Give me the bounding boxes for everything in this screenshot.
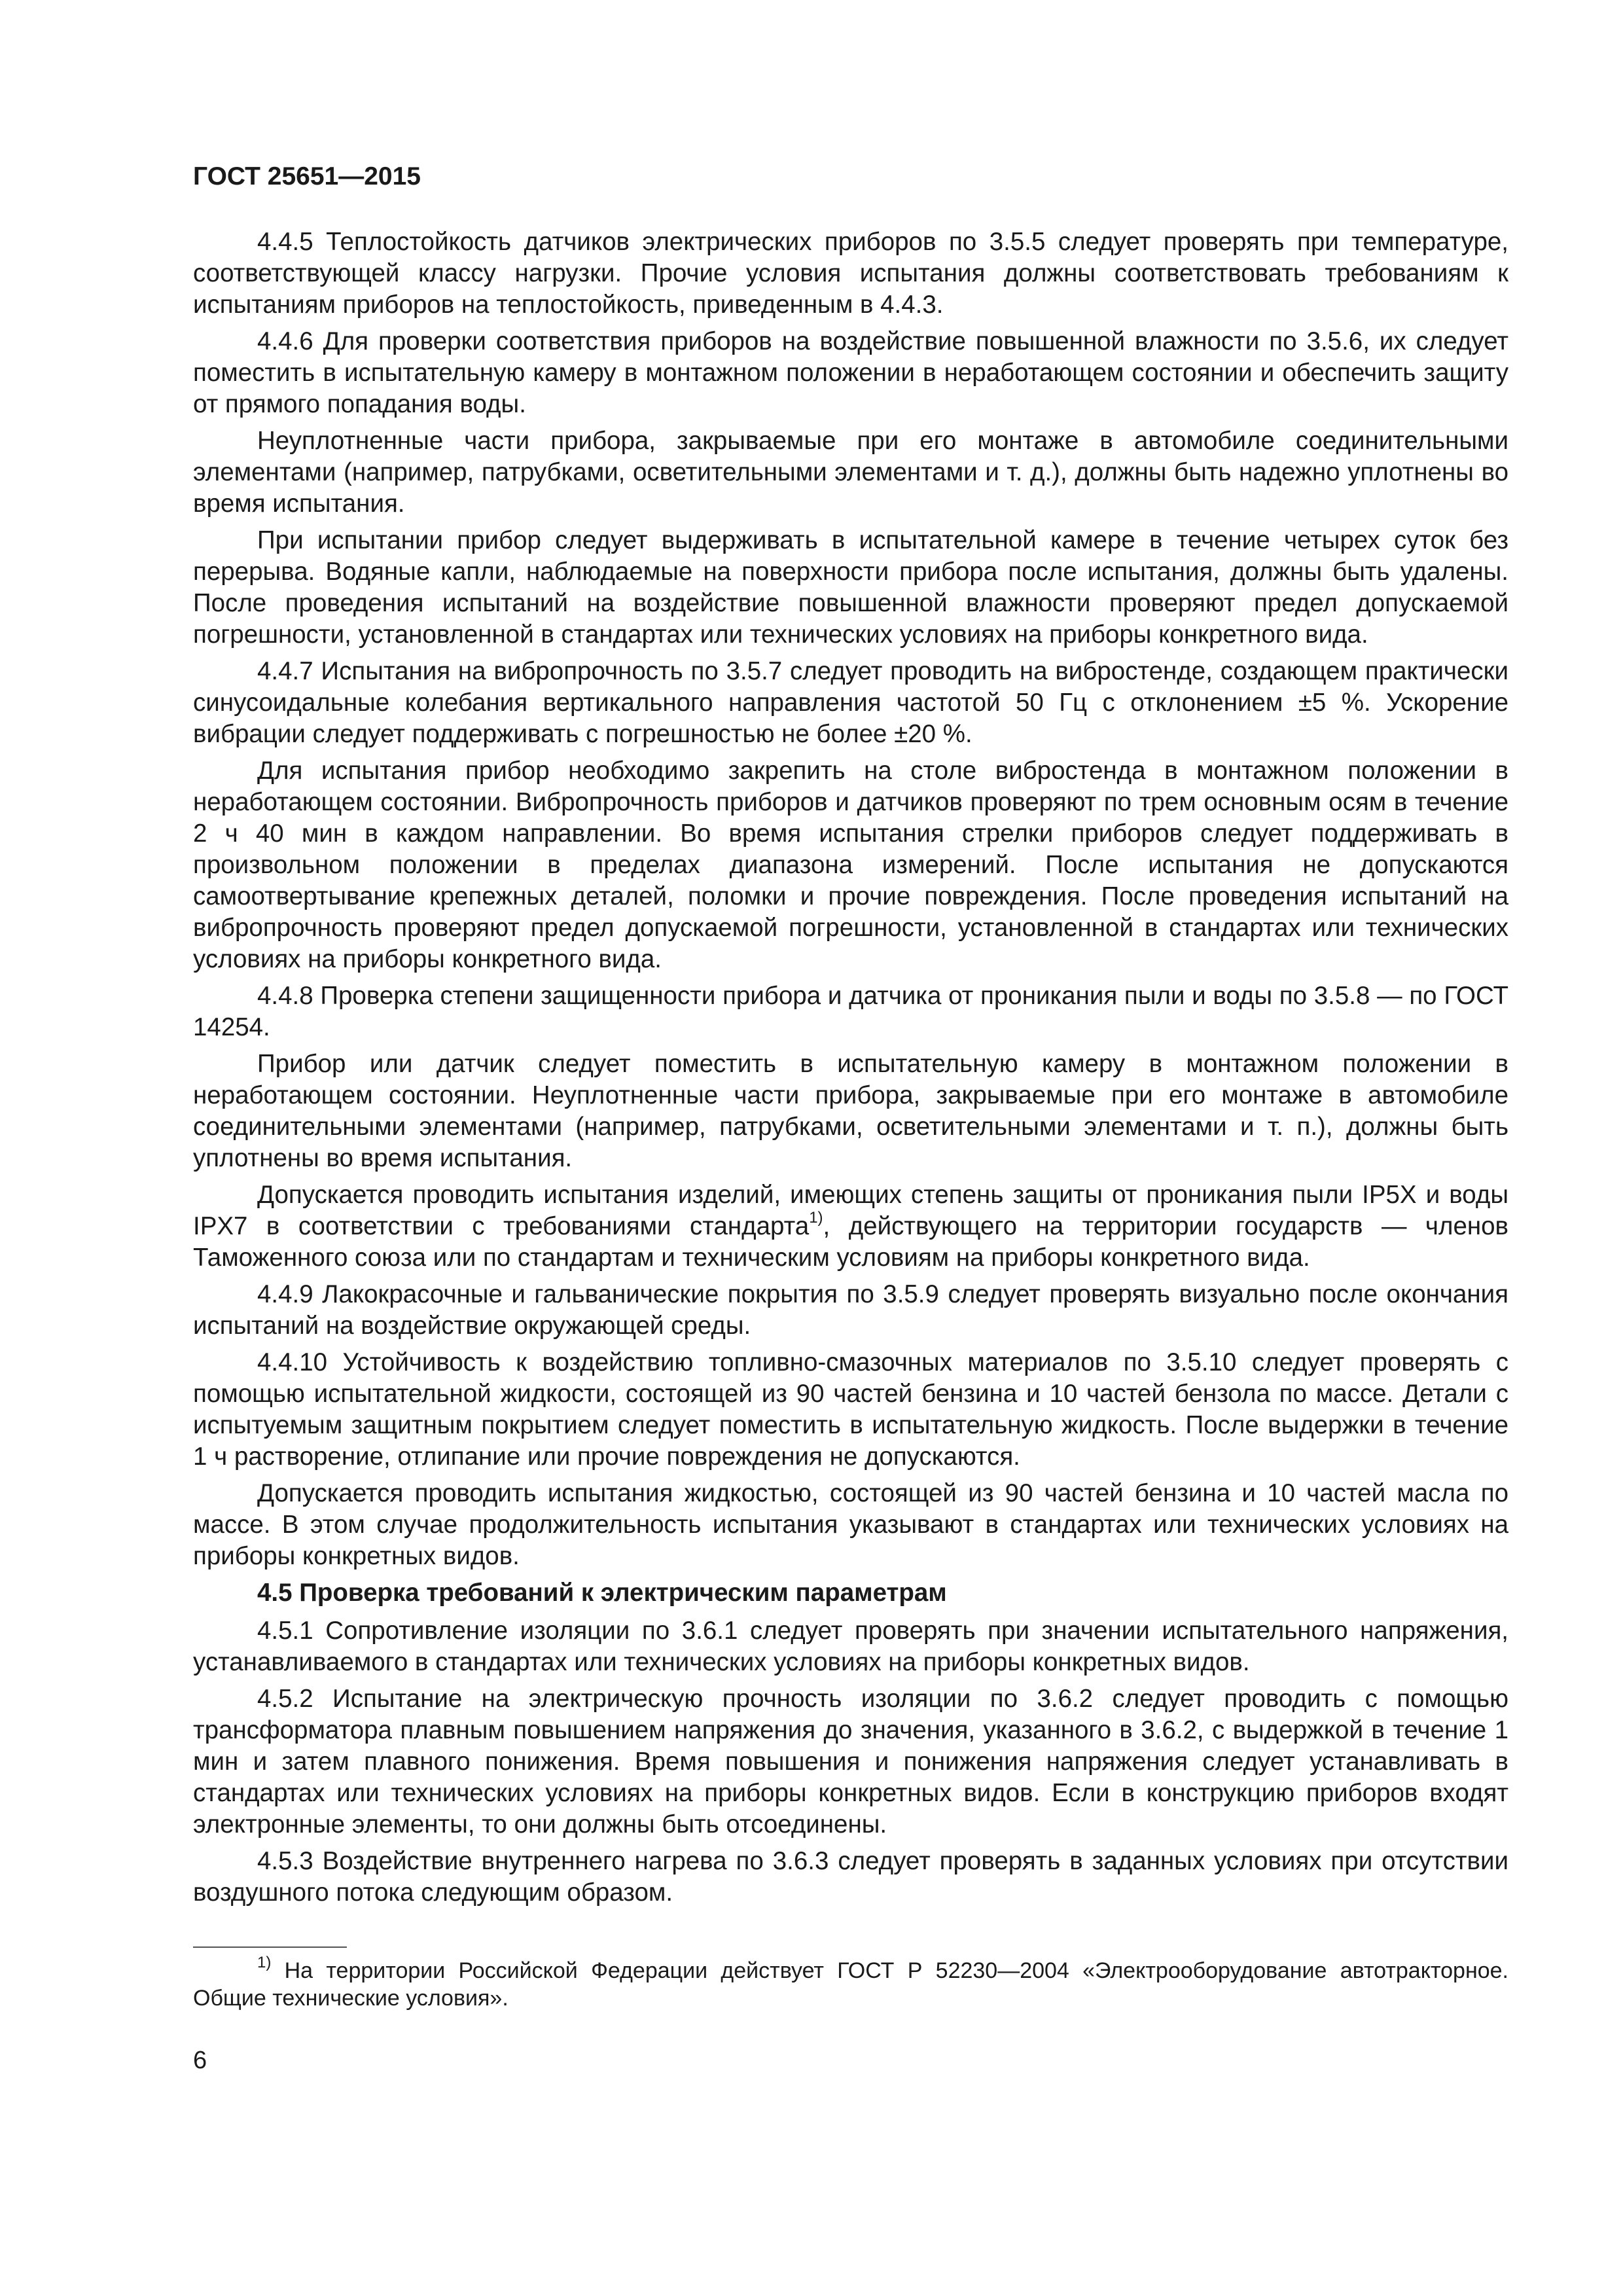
paragraph-humidity-test: При испытании прибор следует выдерживать в испытательной камере в течение четырех суток без перерыва. Водяные капли, наблюдаемые на поверхности прибора после испытания, должны быть удалены. После проведения испытаний на воздействие повышенной влажности проверяют предел допускаемой погрешности, установленной в стандартах или технических условиях на приборы конкретного вида.	[193, 526, 1508, 649]
ip-text-after: , действующего на территории государств — членов Таможенного союза или по стандартам и техническим условиям на приборы конкретного вида.	[193, 1212, 1508, 1272]
footnote-reference: 1)	[809, 1209, 823, 1227]
section-heading-4-5: 4.5 Проверка требований к электрическим параметрам	[257, 1579, 947, 1607]
paragraph-4-4-10: 4.4.10 Устойчивость к воздействию топливно-смазочных материалов по 3.5.10 следует проверять с помощью испытательной жидкости, состоящей из 90 частей бензина и 10 частей бензола по массе. Детали с испытуемым защитным покрытием следует поместить в испытательную жидкость. После выдержки в течение 1 ч растворение, отлипание или прочие повреждения не допускаются.	[193, 1348, 1508, 1471]
ip-text-before: Допускается проводить испытания изделий, имеющих степень защиты от проникания пыли IP5X и воды IPX7 в соответствии с требованиями стандарта	[193, 1181, 1508, 1240]
standard-header: ГОСТ 25651—2015	[193, 162, 421, 190]
paragraph-4-4-9: 4.4.9 Лакокрасочные и гальванические покрытия по 3.5.9 следует проверять визуально после окончания испытаний на воздействие окружающей среды.	[193, 1280, 1508, 1340]
paragraph-4-5-2: 4.5.2 Испытание на электрическую прочность изоляции по 3.6.2 следует проводить с помощью трансформатора плавным повышением напряжения до значения, указанного в 3.6.2, с выдержкой в течение 1 мин и затем плавного понижения. Время повышения и понижения напряжения следует устанавливать в стандартах или технических условиях на приборы конкретных видов. Если в конструкцию приборов входят электронные элементы, то они должны быть отсоединены.	[193, 1685, 1508, 1839]
footnote	[193, 1953, 1508, 2012]
page-number: 6	[193, 2047, 207, 2074]
paragraph-4-4-5: 4.4.5 Теплостойкость датчиков электрических приборов по 3.5.5 следует проверять при температуре, соответствующей классу нагрузки. Прочие условия испытания должны соответствовать требованиям к испытаниям приборов на теплостойкость, приведенным в 4.4.3.	[193, 228, 1508, 319]
footnote-separator	[193, 1946, 347, 1948]
paragraph-4-4-8: 4.4.8 Проверка степени защищенности прибора и датчика от проникания пыли и воды по 3.5.8 — по ГОСТ 14254.	[193, 982, 1508, 1041]
paragraph-4-4-7: 4.4.7 Испытания на вибропрочность по 3.5.7 следует проводить на вибростенде, создающем практически синусоидальные колебания вертикального направления частотой 50 Гц с отклонением ±5 %. Ускорение вибрации следует поддерживать с погрешностью не более ±20 %.	[193, 657, 1508, 748]
paragraph-oil-test: Допускается проводить испытания жидкостью, состоящей из 90 частей бензина и 10 частей масла по массе. В этом случае продолжительность испытания указывают в стандартах или технических условиях на приборы конкретных видов.	[193, 1479, 1508, 1570]
paragraph-4-4-6: 4.4.6 Для проверки соответствия приборов на воздействие повышенной влажности по 3.5.6, их следует поместить в испытательную камеру в монтажном положении в неработающем состоянии и обеспечить защиту от прямого попадания воды.	[193, 327, 1508, 418]
paragraph-4-5-3: 4.5.3 Воздействие внутреннего нагрева по 3.6.3 следует проверять в заданных условиях при отсутствии воздушного потока следующим образом.	[193, 1847, 1508, 1907]
paragraph-4-5-1: 4.5.1 Сопротивление изоляции по 3.6.1 следует проверять при значении испытательного напряжения, устанавливаемого в стандартах или технических условиях на приборы конкретных видов.	[193, 1617, 1508, 1676]
footnote-mark: 1)	[257, 1953, 272, 1971]
paragraph-vibration-test: Для испытания прибор необходимо закрепить на столе вибростенда в монтажном положении в неработающем состоянии. Вибропрочность приборов и датчиков проверяют по трем основным осям в течение 2 ч 40 мин в каждом направлении. Во время испытания стрелки приборов следует поддерживать в произвольном положении в пределах диапазона измерений. После испытания не допускаются самоотвертывание крепежных деталей, поломки и прочие повреждения. После проведения испытаний на вибропрочность проверяют предел допускаемой погрешности, установленной в стандартах или технических условиях на приборы конкретного вида.	[193, 757, 1508, 973]
document-page	[193, 151, 1508, 2076]
paragraph-dust-chamber: Прибор или датчик следует поместить в испытательную камеру в монтажном положении в неработающем состоянии. Неуплотненные части прибора, закрываемые при его монтаже в автомобиле соединительными элементами (например, патрубками, осветительными элементами и т. п.), должны быть уплотнены во время испытания.	[193, 1050, 1508, 1172]
footnote-text: На территории Российской Федерации действует ГОСТ Р 52230—2004 «Электрооборудование автотракторное. Общие технические условия».	[193, 1958, 1508, 2011]
paragraph-ip-protection	[193, 1179, 1508, 1274]
paragraph-unsealed-parts: Неуплотненные части прибора, закрываемые при его монтаже в автомобиле соединительными элементами (например, патрубками, осветительными элементами и т. д.), должны быть надежно уплотнены во время испытания.	[193, 427, 1508, 518]
